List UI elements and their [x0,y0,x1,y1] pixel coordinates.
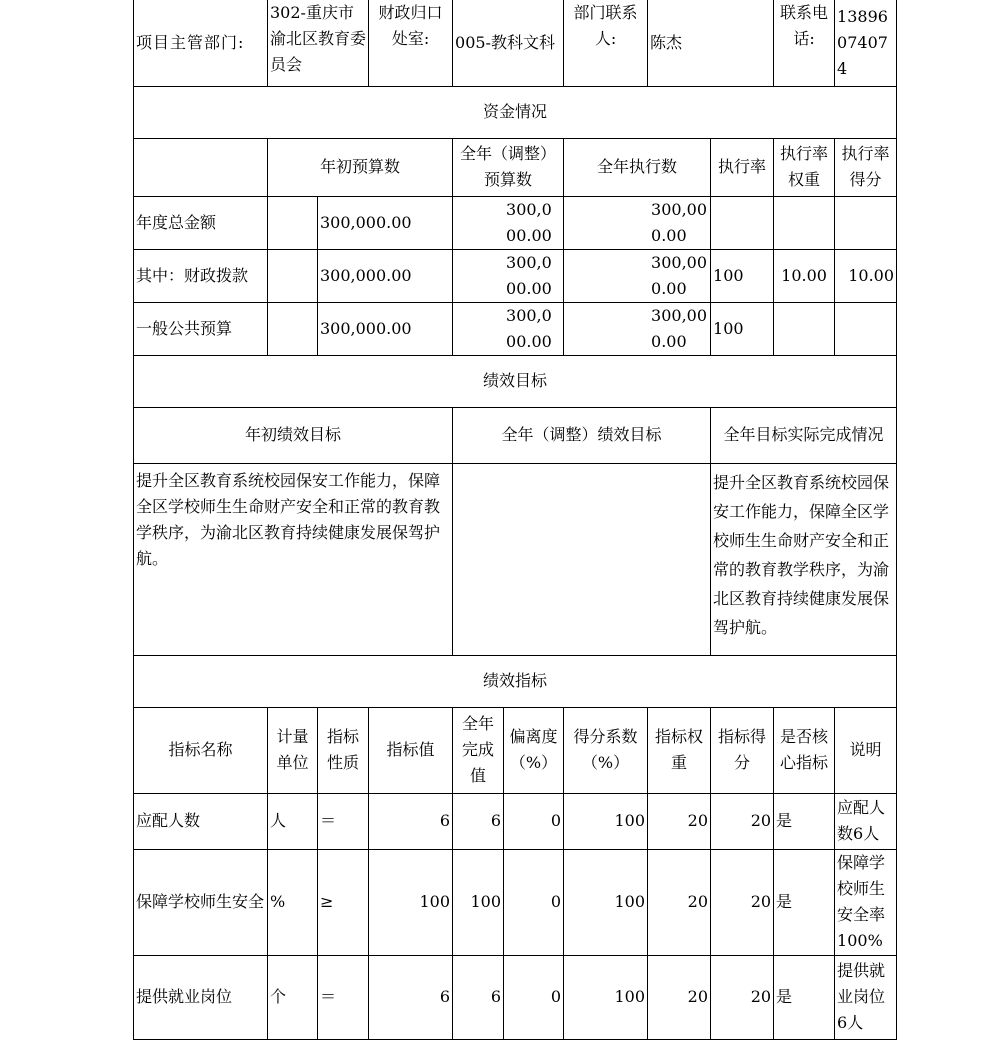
ind-deviation: 0 [504,849,564,955]
ind-name: 保障学校师生安全 [134,849,268,955]
performance-table [133,0,897,1040]
goals-actual-text: 提升全区教育系统校园保安工作能力，保障全区学校师生生命财产安全和正常的教育教学秩序，为渝北区教育持续健康发展保驾护航。 [711,463,897,655]
funds-row-weight: 10.00 [774,249,835,302]
funds-row-spacer [268,249,318,302]
funds-row [134,196,897,249]
ind-coef: 100 [564,955,648,1039]
ind-deviation: 0 [504,955,564,1039]
funds-row [134,302,897,355]
funds-row-score: 10.00 [835,249,897,302]
ind-name: 应配人数 [134,793,268,849]
funds-row-spacer [268,302,318,355]
funds-col-adjusted: 全年（调整）预算数 [453,138,564,196]
ind-core: 是 [774,955,835,1039]
ind-name: 提供就业岗位 [134,955,268,1039]
ind-complete: 6 [453,793,504,849]
funds-row-executed: 300,000.00 [564,302,711,355]
dept-label: 项目主管部门: [134,0,268,86]
ind-weight: 20 [648,955,711,1039]
funds-row [134,249,897,302]
funds-row-rate [711,196,774,249]
ind-coef: 100 [564,849,648,955]
ind-unit: 人 [268,793,318,849]
ind-col-complete: 全年完成值 [453,707,504,793]
ind-unit: 个 [268,955,318,1039]
funds-row-initial: 300,000.00 [318,302,453,355]
goals-content-row [134,463,897,655]
funds-section-title: 资金情况 [134,86,897,138]
funds-row-name: 一般公共预算 [134,302,268,355]
funds-row-rate: 100 [711,302,774,355]
ind-weight: 20 [648,793,711,849]
ind-note: 保障学校师生安全率100% [835,849,897,955]
ind-col-value: 指标值 [369,707,453,793]
funds-row-adjusted: 300,000.00 [453,196,564,249]
contact-value: 陈杰 [648,0,774,86]
ind-value: 6 [369,793,453,849]
ind-col-deviation: 偏离度（%） [504,707,564,793]
ind-col-note: 说明 [835,707,897,793]
funds-row-adjusted: 300,000.00 [453,302,564,355]
funds-empty-header [134,138,268,196]
funds-header-row [134,138,897,196]
goals-col-actual: 全年目标实际完成情况 [711,407,897,463]
ind-score: 20 [711,955,774,1039]
funds-col-initial: 年初预算数 [268,138,453,196]
funds-row-score [835,196,897,249]
goals-section-title: 绩效目标 [134,355,897,407]
ind-coef: 100 [564,793,648,849]
ind-score: 20 [711,793,774,849]
ind-value: 6 [369,955,453,1039]
ind-complete: 100 [453,849,504,955]
funds-row-executed: 300,000.00 [564,249,711,302]
indicators-section-title: 绩效指标 [134,655,897,707]
goals-header-row [134,407,897,463]
goals-title-row [134,355,897,407]
ind-nature: ＝ [318,793,369,849]
ind-col-weight: 指标权重 [648,707,711,793]
goals-adjusted-text [453,463,711,655]
ind-value: 100 [369,849,453,955]
indicator-row [134,849,897,955]
ind-weight: 20 [648,849,711,955]
funds-row-spacer [268,196,318,249]
goals-col-adjusted: 全年（调整）绩效目标 [453,407,711,463]
funds-row-initial: 300,000.00 [318,249,453,302]
ind-nature: ＝ [318,955,369,1039]
ind-col-score: 指标得分 [711,707,774,793]
ind-note: 应配人数6人 [835,793,897,849]
funds-row-adjusted: 300,000.00 [453,249,564,302]
ind-nature: ≥ [318,849,369,955]
funds-col-score: 执行率得分 [835,138,897,196]
dept-value: 302-重庆市渝北区教育委员会 [268,0,369,86]
ind-col-core: 是否核心指标 [774,707,835,793]
finance-label: 财政归口处室: [369,0,453,86]
phone-value: 13896074074 [835,0,897,86]
funds-row-weight [774,196,835,249]
ind-core: 是 [774,849,835,955]
funds-col-executed: 全年执行数 [564,138,711,196]
funds-col-rate: 执行率 [711,138,774,196]
phone-label: 联系电话: [774,0,835,86]
ind-unit: % [268,849,318,955]
funds-row-executed: 300,000.00 [564,196,711,249]
ind-col-name: 指标名称 [134,707,268,793]
funds-row-weight [774,302,835,355]
funds-row-rate: 100 [711,249,774,302]
contact-label: 部门联系人: [564,0,648,86]
funds-col-weight: 执行率权重 [774,138,835,196]
funds-row-score [835,302,897,355]
ind-deviation: 0 [504,793,564,849]
indicator-row [134,793,897,849]
header-row [134,0,897,86]
indicators-title-row [134,655,897,707]
funds-row-initial: 300,000.00 [318,196,453,249]
ind-col-unit: 计量单位 [268,707,318,793]
ind-note: 提供就业岗位6人 [835,955,897,1039]
finance-value: 005-教科文科 [453,0,564,86]
ind-core: 是 [774,793,835,849]
ind-complete: 6 [453,955,504,1039]
indicators-header-row [134,707,897,793]
ind-score: 20 [711,849,774,955]
goals-initial-text: 提升全区教育系统校园保安工作能力，保障全区学校师生生命财产安全和正常的教育教学秩序，为渝北区教育持续健康发展保驾护航。 [134,463,453,655]
indicator-row [134,955,897,1039]
funds-title-row [134,86,897,138]
ind-col-nature: 指标性质 [318,707,369,793]
funds-row-name: 其中：财政拨款 [134,249,268,302]
ind-col-coef: 得分系数（%） [564,707,648,793]
goals-col-initial: 年初绩效目标 [134,407,453,463]
funds-row-name: 年度总金额 [134,196,268,249]
